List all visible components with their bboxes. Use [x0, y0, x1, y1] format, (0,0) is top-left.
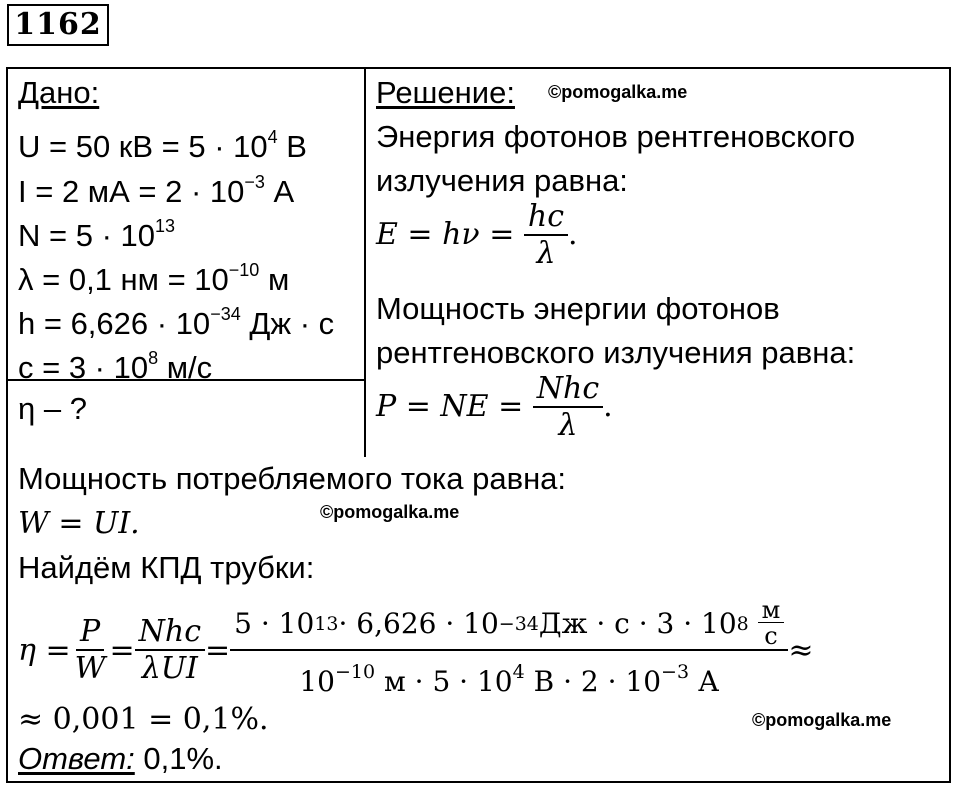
- solution-text-4: рентгеновского излучения равна:: [376, 335, 856, 370]
- solution-text-2: излучения равна:: [376, 163, 628, 198]
- solution-text-3: Мощность энергии фотонов: [376, 291, 780, 326]
- equation-current-power: W = UI.: [18, 506, 140, 541]
- equation-efficiency: η = $\frac{P}{W}$ = $\frac{\text{Nhc}}{\text{λUI}}$ = 5 · 10 13 · 6,626 · 10 −34 Дж · с · 3 · 10 8 $\frac{м}{с}$ $10^{-10}$ $м \cdot 5 \cdot 10^4$ $В \cdot 2 \cdot 10^{-3}$ А ≈: [18, 596, 814, 698]
- equation-photon-energy: E = hν = $\frac{hc}{\lambda}$ .: [376, 199, 578, 271]
- given-current: I = 2 мА = $2 \cdot 10^{-3}$ А: [18, 172, 295, 209]
- given-light-speed: $c = 3 \cdot 10^8$ м/с: [18, 348, 213, 385]
- bottom-text-1: Мощность потребляемого тока равна:: [18, 461, 567, 496]
- answer-label: Ответ:: [18, 741, 135, 776]
- result-line: ≈ 0,001 = 0,1%.: [18, 702, 269, 737]
- watermark: ©pomogalka.me: [548, 82, 688, 102]
- answer-value: 0,1%.: [134, 741, 223, 776]
- problem-number: 1162: [7, 4, 109, 46]
- watermark: ©pomogalka.me: [320, 502, 460, 522]
- given-voltage: U = 50 кВ = $5 \cdot 10^4$ В: [18, 127, 307, 164]
- bottom-text-2: Найдём КПД трубки:: [18, 550, 315, 585]
- given-header: Дано:: [18, 75, 100, 110]
- given-photon-count: $N = 5 \cdot 10^{13}$: [18, 216, 176, 253]
- watermark: ©pomogalka.me: [752, 710, 892, 730]
- solution-text-1: Энергия фотонов рентгеновского: [376, 119, 856, 154]
- answer-line: [18, 742, 223, 776]
- equation-photon-power: P = NE = $\frac{\text{Nhc}}{\lambda}$ .: [376, 371, 613, 443]
- find-efficiency: η – ?: [18, 391, 87, 426]
- column-divider: [364, 69, 366, 457]
- solution-header: Решение:: [376, 75, 515, 110]
- given-wavelength: λ = 0,1 нм = $10^{-10}$ м: [18, 260, 290, 297]
- given-planck: $h = 6,626 \cdot 10^{-34}$ Дж · с: [18, 304, 335, 341]
